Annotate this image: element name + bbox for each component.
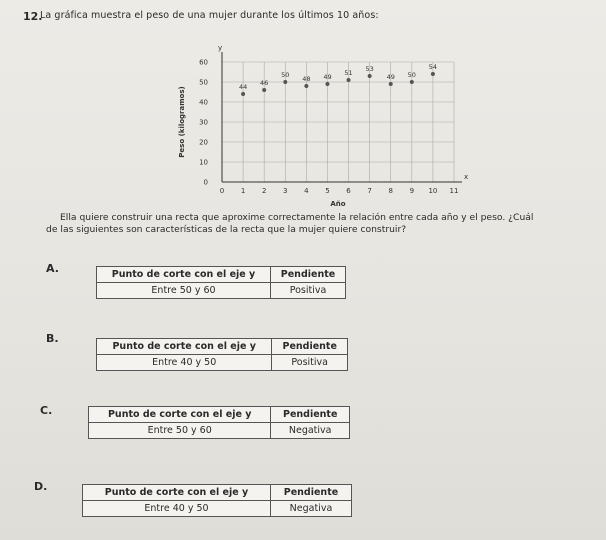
data-point xyxy=(431,72,435,76)
option-b-intercept: Entre 40 y 50 xyxy=(97,355,272,371)
option-a-slope: Positiva xyxy=(271,283,346,299)
option-b-slope-header: Pendiente xyxy=(272,339,348,355)
data-label: 50 xyxy=(281,71,290,79)
option-d-letter: D. xyxy=(34,480,48,493)
data-label: 53 xyxy=(365,65,374,73)
data-label: 48 xyxy=(302,75,311,83)
x-tick-label: 10 xyxy=(428,187,438,195)
option-c-intercept-header: Punto de corte con el eje y xyxy=(89,407,271,423)
option-a-table xyxy=(96,266,346,299)
chart-svg xyxy=(170,42,470,222)
y-axis-label: Peso (kilogramos) xyxy=(178,86,186,158)
option-b-intercept-header: Punto de corte con el eje y xyxy=(97,339,272,355)
x-tick-label: 3 xyxy=(283,187,288,195)
option-d-slope-header: Pendiente xyxy=(270,485,351,501)
option-c-slope: Negativa xyxy=(271,423,350,439)
y-tick-label: 30 xyxy=(199,118,208,127)
y-tick-label: 20 xyxy=(199,138,208,147)
y-tick-label: 0 xyxy=(203,178,208,187)
question-number: 12. xyxy=(23,10,43,23)
data-point xyxy=(389,82,393,86)
option-a-intercept-header: Punto de corte con el eje y xyxy=(97,267,271,283)
y-tick-label: 40 xyxy=(199,98,208,107)
x-tick-label: 11 xyxy=(449,187,459,195)
y-tick-label: 60 xyxy=(199,58,208,67)
data-point xyxy=(241,92,245,96)
data-label: 50 xyxy=(407,71,416,79)
data-point xyxy=(262,88,266,92)
option-a-letter: A. xyxy=(46,262,59,275)
data-label: 49 xyxy=(386,73,395,81)
x-tick-label: 7 xyxy=(367,187,372,195)
data-point xyxy=(410,80,414,84)
data-point xyxy=(368,74,372,78)
question-text: La gráfica muestra el peso de una mujer durante los últimos 10 años: xyxy=(40,10,379,21)
weight-scatter-chart xyxy=(170,42,470,222)
x-axis-symbol: x xyxy=(464,173,469,181)
data-point xyxy=(347,78,351,82)
data-point xyxy=(283,80,287,84)
option-c-letter: C. xyxy=(40,404,53,417)
x-tick-label: 1 xyxy=(240,187,246,195)
option-a-intercept: Entre 50 y 60 xyxy=(97,283,271,299)
x-tick-label: 2 xyxy=(261,187,267,195)
x-tick-label: 4 xyxy=(304,187,309,195)
data-point xyxy=(325,82,329,86)
option-c-table xyxy=(88,406,350,439)
data-label: 51 xyxy=(344,69,353,77)
x-tick-label: 8 xyxy=(388,187,393,195)
data-label: 44 xyxy=(238,83,248,91)
paragraph-line-2: de las siguientes son características de la recta que la mujer quiere construir? xyxy=(46,224,407,235)
option-d-intercept-header: Punto de corte con el eje y xyxy=(83,485,271,501)
option-c-slope-header: Pendiente xyxy=(271,407,350,423)
option-d-intercept: Entre 40 y 50 xyxy=(83,501,271,517)
y-axis-symbol: y xyxy=(218,44,223,52)
x-tick-label: 6 xyxy=(346,187,351,195)
data-label: 46 xyxy=(260,79,269,87)
paragraph-line-1: Ella quiere construir una recta que aproxime correctamente la relación entre cada año y el peso. ¿Cuál xyxy=(60,212,534,223)
x-axis-label: Año xyxy=(330,200,346,208)
option-c-intercept: Entre 50 y 60 xyxy=(89,423,271,439)
option-b-table xyxy=(96,338,348,371)
data-point xyxy=(304,84,308,88)
data-label: 54 xyxy=(428,63,438,71)
y-tick-label: 50 xyxy=(199,78,208,87)
y-tick-label: 10 xyxy=(199,158,208,167)
data-label: 49 xyxy=(323,73,332,81)
option-b-letter: B. xyxy=(46,332,59,345)
option-a-slope-header: Pendiente xyxy=(271,267,346,283)
x-tick-label: 0 xyxy=(219,187,225,195)
option-d-table xyxy=(82,484,352,517)
x-tick-label: 9 xyxy=(409,187,415,195)
option-d-slope: Negativa xyxy=(270,501,351,517)
x-tick-label: 5 xyxy=(325,187,330,195)
option-b-slope: Positiva xyxy=(272,355,348,371)
